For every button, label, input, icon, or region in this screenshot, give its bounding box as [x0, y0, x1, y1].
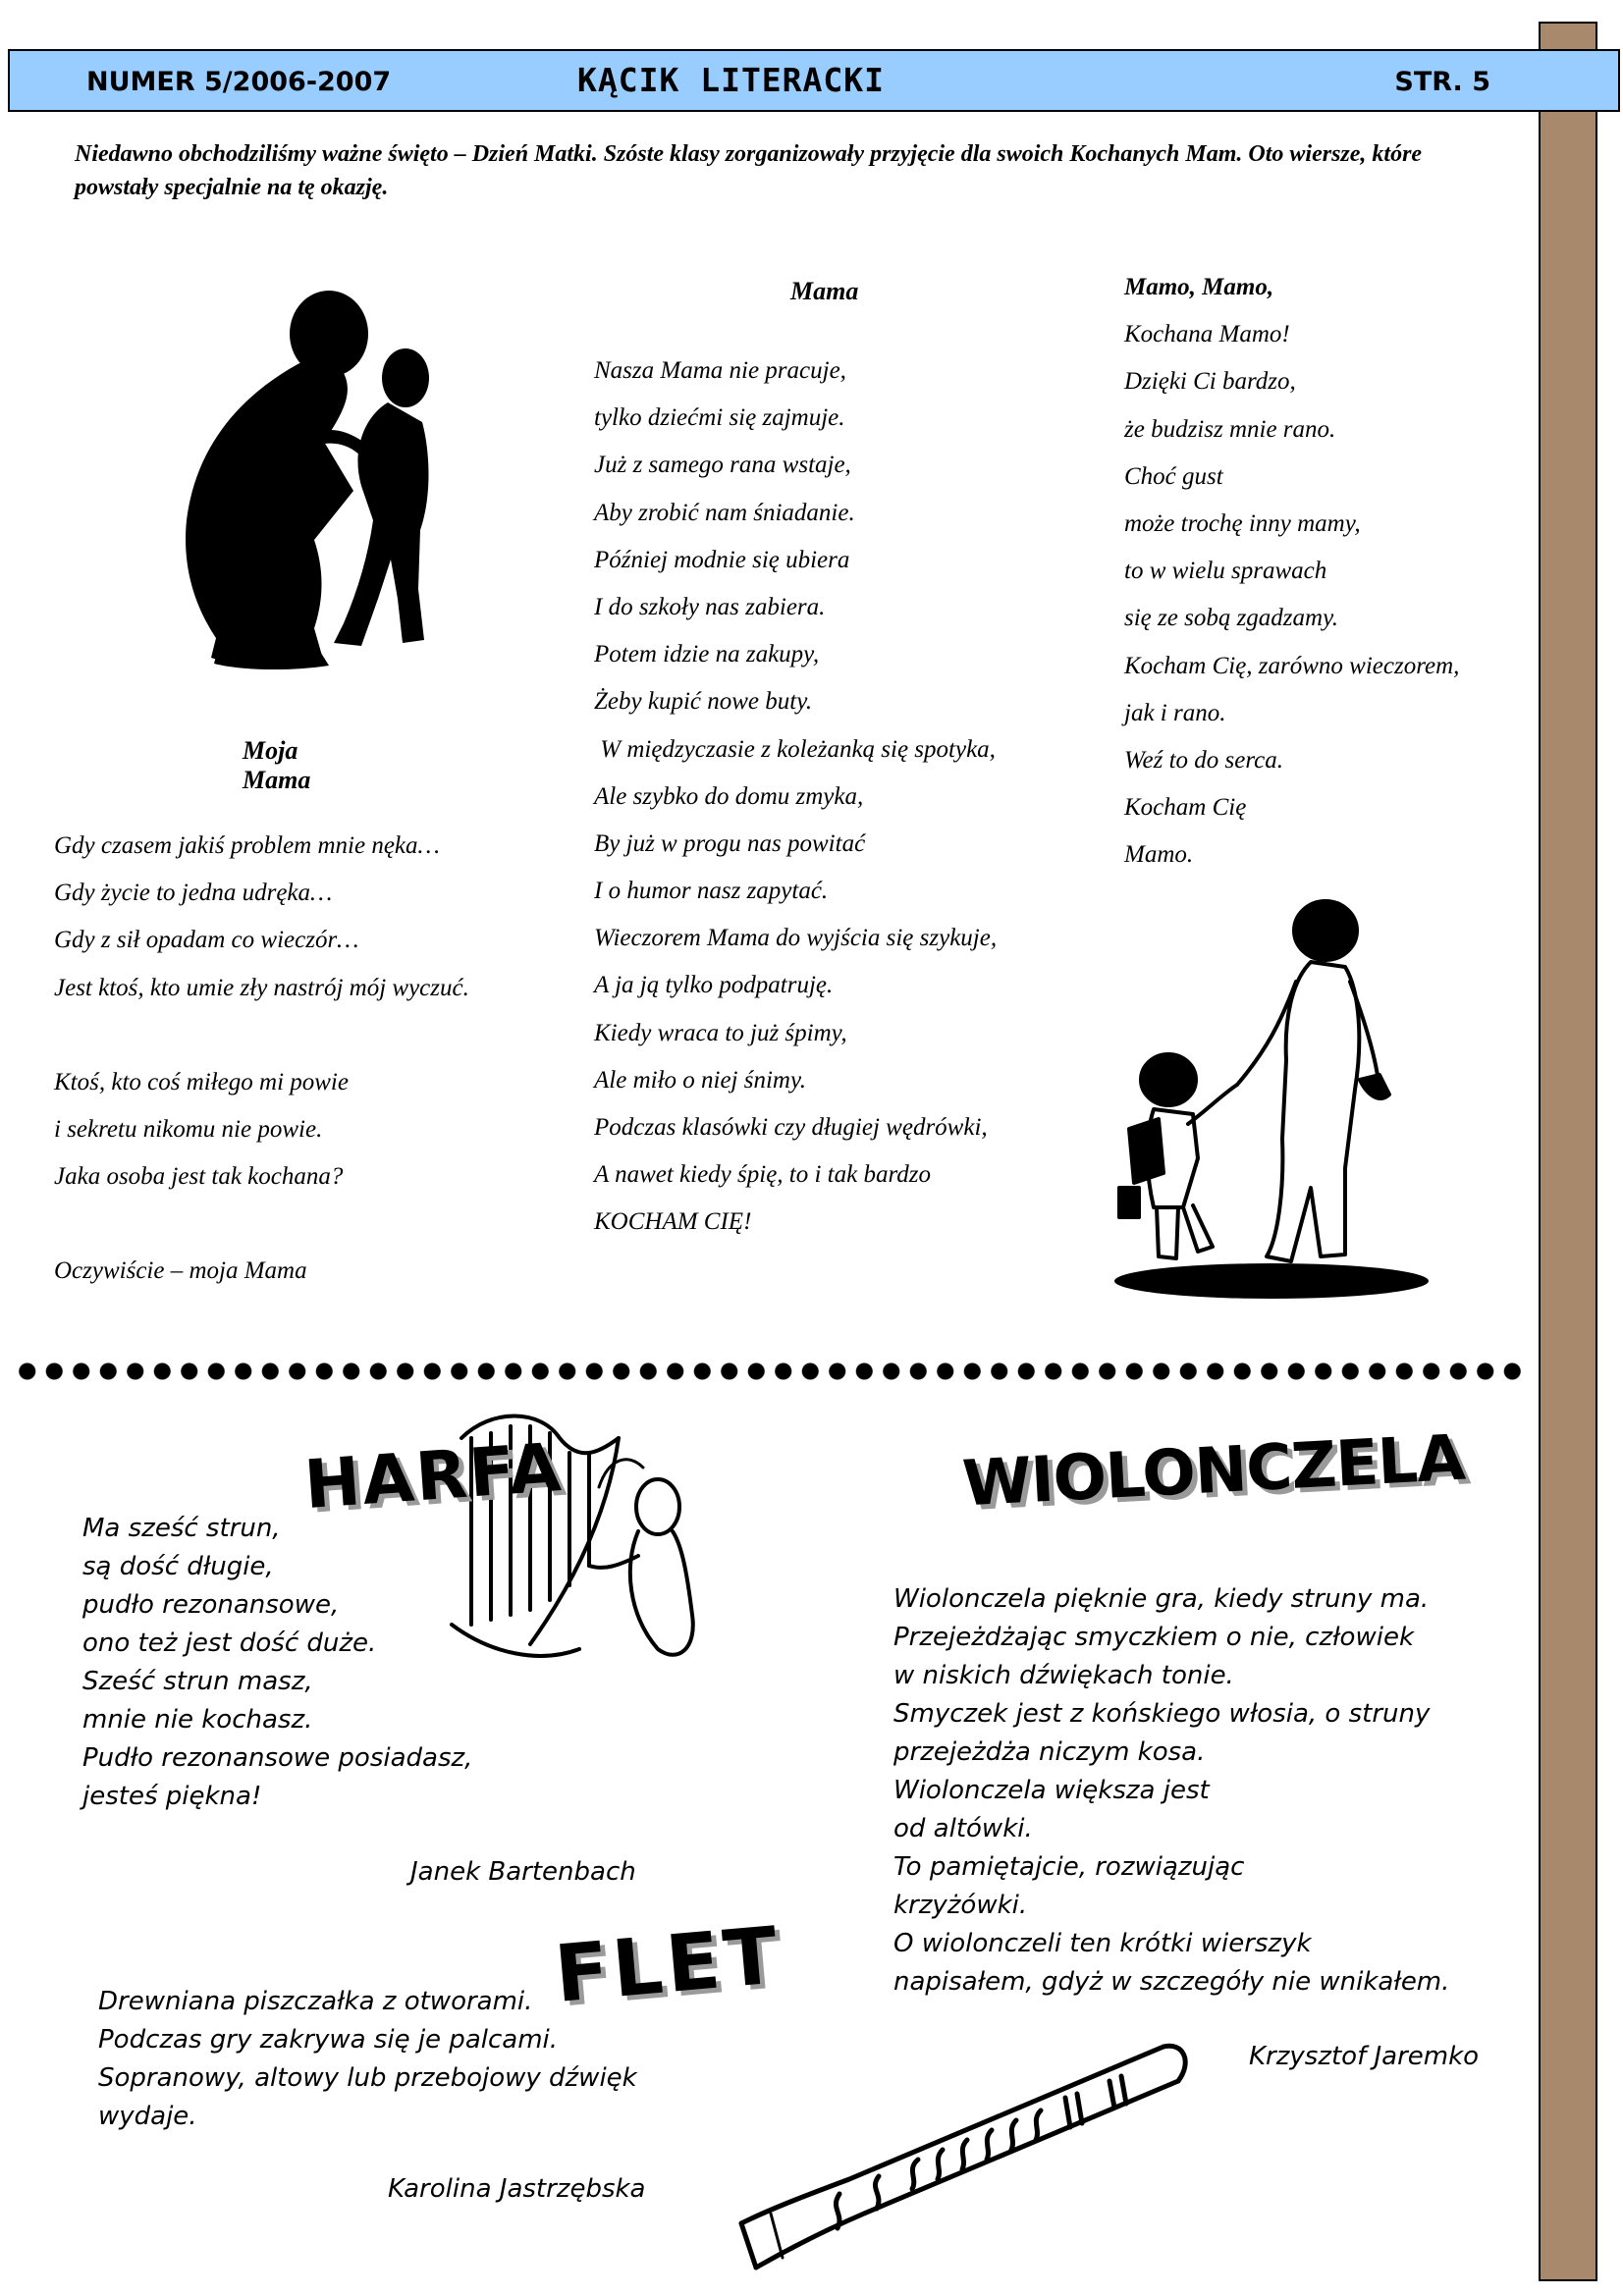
- poem-line: Sześć strun masz,: [82, 1667, 313, 1696]
- poem-line: napisałem, gdyż w szczegóły nie wnikałem.: [893, 1967, 1450, 1997]
- poem-line: to w wielu sprawach: [1124, 558, 1327, 585]
- poem-harfa: [82, 1510, 472, 1816]
- poem-line: Gdy życie to jedna udręka…: [54, 880, 333, 907]
- poem-line: może trochę inny mamy,: [1124, 509, 1361, 537]
- poem-line: Wiolonczela większa jest: [893, 1776, 1210, 1805]
- poem-line: O wiolonczeli ten krótki wierszyk: [893, 1929, 1312, 1958]
- poem-line: KOCHAM CIĘ!: [594, 1208, 752, 1236]
- poem-line: pudło rezonansowe,: [82, 1590, 340, 1620]
- poem-line: Podczas gry zakrywa się je palcami.: [98, 2025, 559, 2055]
- poem-line: Ale szybko do domu zmyka,: [594, 782, 864, 810]
- flute-illustration: [731, 2037, 1193, 2277]
- poem-line: i sekretu nikomu nie powie.: [54, 1115, 323, 1143]
- dotted-separator: [14, 1361, 1526, 1382]
- poem-line: W międzyczasie z koleżanką się spotyka,: [594, 735, 996, 763]
- poem-line: od altówki.: [893, 1814, 1033, 1843]
- harfa-title: HARFA: [301, 1428, 566, 1525]
- page-header: [8, 49, 1620, 112]
- poem-line: mnie nie kochasz.: [82, 1705, 313, 1735]
- poem-title: Mama: [790, 277, 859, 305]
- poem-mamo: [1124, 272, 1459, 886]
- poem-line: Ktoś, kto coś miłego mi powie: [54, 1068, 349, 1095]
- poem-line: Potem idzie na zakupy,: [594, 641, 820, 668]
- poem-line: jesteś piękna!: [82, 1782, 262, 1811]
- poem-line: Jaka osoba jest tak kochana?: [54, 1163, 344, 1191]
- poem-wiolonczela: [893, 1580, 1449, 2002]
- side-bar: [1539, 22, 1597, 2281]
- poem-line: A nawet kiedy śpię, to i tak bardzo: [594, 1161, 932, 1189]
- poem-line: A ja ją tylko podpatruję.: [594, 972, 834, 999]
- poem-line: Drewniana piszczałka z otworami.: [98, 1987, 533, 2016]
- poem-line: Mamo, Mamo,: [1124, 274, 1274, 300]
- poem-line: Już z samego rana wstaje,: [594, 452, 851, 479]
- section-title: KĄCIK LITERACKI: [577, 61, 886, 99]
- mother-child-silhouette: [128, 285, 442, 672]
- poem-line: Sopranowy, altowy lub przebojowy dźwięk: [98, 2063, 637, 2093]
- poem-line: Nasza Mama nie pracuje,: [594, 357, 846, 384]
- poem-line: krzyżówki.: [893, 1891, 1028, 1920]
- author-harfa: Janek Bartenbach: [410, 1857, 636, 1887]
- poem-line: Podczas klasówki czy długiej wędrówki,: [594, 1114, 988, 1141]
- poem-line: By już w progu nas powitać: [594, 829, 866, 857]
- poem-line: Ma sześć strun,: [82, 1514, 281, 1543]
- poem-line: jak i rano.: [1124, 699, 1226, 726]
- poem-line: Kocham Cię: [1124, 794, 1247, 822]
- poem-line: Aby zrobić nam śniadanie.: [594, 499, 855, 526]
- poem-line: Kocham Cię, zarówno wieczorem,: [1124, 652, 1460, 679]
- poem-line: Dzięki Ci bardzo,: [1124, 368, 1296, 396]
- poem-line: Żeby kupić nowe buty.: [594, 688, 813, 716]
- author-flet: Karolina Jastrzębska: [388, 2174, 646, 2204]
- poem-line: To pamiętajcie, rozwiązując: [893, 1852, 1245, 1882]
- poem-line: w niskich dźwiękach tonie.: [893, 1661, 1234, 1690]
- intro-text: Niedawno obchodziliśmy ważne święto – Dzień Matki. Szóste klasy zorganizowały przyjęcie dla swoich Kochanych Mam. Oto wiersze, które powstały specjalnie na tę okazję.: [75, 141, 1423, 200]
- poem-line: Ale miło o niej śnimy.: [594, 1066, 806, 1094]
- poem-line: tylko dziećmi się zajmuje.: [594, 404, 845, 432]
- poem-line: ono też jest dość duże.: [82, 1629, 377, 1658]
- poem-line: Kochana Mamo!: [1124, 321, 1290, 348]
- wiolonczela-title: WIOLONCZELA: [960, 1421, 1467, 1522]
- poem-line: Wiolonczela pięknie gra, kiedy struny ma.: [893, 1584, 1430, 1614]
- issue-number: NUMER 5/2006-2007: [86, 67, 392, 97]
- page-number: STR. 5: [1394, 67, 1490, 97]
- poem-line: Weź to do serca.: [1124, 746, 1284, 774]
- poem-line: Jest ktoś, kto umie zły nastrój mój wyczuć.: [54, 974, 469, 1001]
- poem-line: Wieczorem Mama do wyjścia się szykuje,: [594, 925, 998, 952]
- poem-line: Pudło rezonansowe posiadasz,: [82, 1743, 473, 1773]
- poem-line: się ze sobą zgadzamy.: [1124, 605, 1339, 632]
- poem-line: są dość długie,: [82, 1552, 274, 1581]
- poem-line: Choć gust: [1124, 462, 1223, 490]
- mother-child-walking-illustration: [1109, 893, 1434, 1306]
- poem-line: wydaje.: [98, 2102, 197, 2131]
- poem-line: że budzisz mnie rano.: [1124, 415, 1336, 443]
- flet-title: FLET: [551, 1909, 785, 2020]
- poem-line: Później modnie się ubiera: [594, 546, 850, 573]
- poem-line: Mamo.: [1124, 841, 1194, 869]
- poem-title: Moja Mama: [243, 736, 311, 794]
- poem-line: Gdy z sił opadam co wieczór…: [54, 927, 359, 954]
- poem-line: Gdy czasem jakiś problem mnie nęka…: [54, 832, 440, 859]
- poem-line: przejeżdża niczym kosa.: [893, 1737, 1206, 1767]
- poem-line: I o humor nasz zapytać.: [594, 878, 829, 905]
- author-wiolonczela: Krzysztof Jaremko: [1249, 2042, 1480, 2071]
- poem-line: I do szkoły nas zabiera.: [594, 593, 826, 620]
- poem-line: Przejeżdżając smyczkiem o nie, człowiek: [893, 1623, 1415, 1652]
- poem-line: Oczywiście – moja Mama: [54, 1257, 307, 1285]
- poem-flet: [98, 1983, 637, 2136]
- poem-line: Kiedy wraca to już śpimy,: [594, 1019, 847, 1046]
- poem-line: Smyczek jest z końskiego włosia, o struny: [893, 1699, 1431, 1729]
